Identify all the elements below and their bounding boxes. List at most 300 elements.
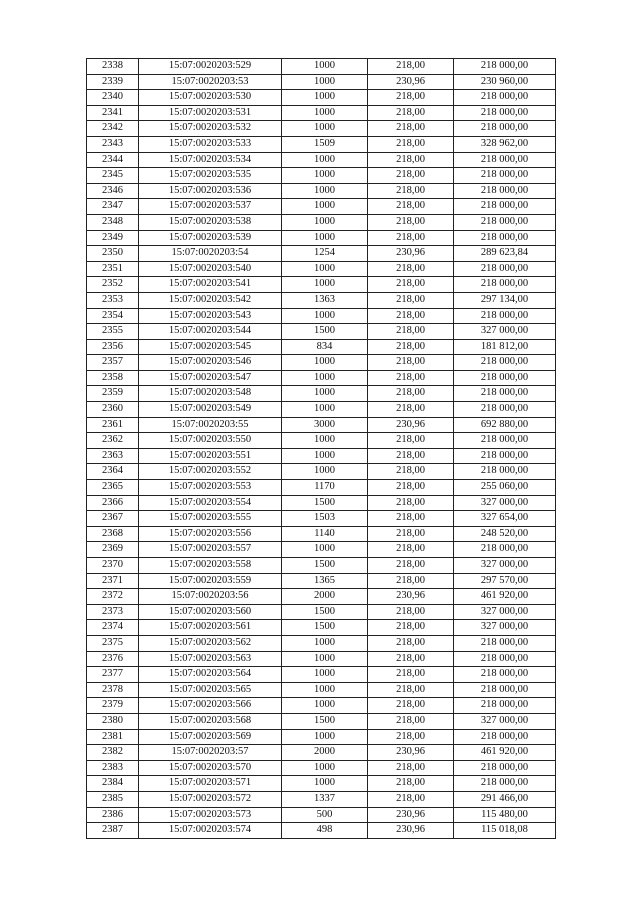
area-cell: 1000 [282, 370, 368, 386]
area-cell: 1000 [282, 121, 368, 137]
unit-value-cell: 218,00 [368, 558, 454, 574]
table-row [87, 526, 556, 542]
row-number-cell: 2366 [87, 495, 139, 511]
row-number-cell: 2372 [87, 589, 139, 605]
area-cell: 1254 [282, 246, 368, 262]
table-row [87, 713, 556, 729]
row-number-cell: 2370 [87, 558, 139, 574]
area-cell: 1500 [282, 620, 368, 636]
row-number-cell: 2381 [87, 729, 139, 745]
table-row [87, 698, 556, 714]
cadastral-number-cell: 15:07:0020203:535 [139, 168, 282, 184]
row-number-cell: 2348 [87, 214, 139, 230]
cadastral-number-cell: 15:07:0020203:571 [139, 776, 282, 792]
unit-value-cell: 230,96 [368, 246, 454, 262]
area-cell: 1500 [282, 495, 368, 511]
cadastral-number-cell: 15:07:0020203:56 [139, 589, 282, 605]
unit-value-cell: 218,00 [368, 292, 454, 308]
total-value-cell: 218 000,00 [454, 308, 556, 324]
cadastral-number-cell: 15:07:0020203:53 [139, 74, 282, 90]
total-value-cell: 218 000,00 [454, 355, 556, 371]
table-row [87, 589, 556, 605]
cadastral-number-cell: 15:07:0020203:536 [139, 183, 282, 199]
row-number-cell: 2367 [87, 511, 139, 527]
table-row [87, 339, 556, 355]
table-row [87, 823, 556, 839]
cadastral-number-cell: 15:07:0020203:551 [139, 448, 282, 464]
unit-value-cell: 218,00 [368, 495, 454, 511]
area-cell: 1337 [282, 791, 368, 807]
row-number-cell: 2338 [87, 59, 139, 75]
cadastral-number-cell: 15:07:0020203:572 [139, 791, 282, 807]
unit-value-cell: 218,00 [368, 168, 454, 184]
area-cell: 1000 [282, 667, 368, 683]
area-cell: 1000 [282, 74, 368, 90]
total-value-cell: 218 000,00 [454, 105, 556, 121]
table-row [87, 635, 556, 651]
total-value-cell: 218 000,00 [454, 729, 556, 745]
total-value-cell: 218 000,00 [454, 635, 556, 651]
unit-value-cell: 218,00 [368, 339, 454, 355]
cadastral-number-cell: 15:07:0020203:531 [139, 105, 282, 121]
total-value-cell: 218 000,00 [454, 183, 556, 199]
table-row [87, 214, 556, 230]
area-cell: 834 [282, 339, 368, 355]
row-number-cell: 2341 [87, 105, 139, 121]
area-cell: 1500 [282, 324, 368, 340]
row-number-cell: 2361 [87, 417, 139, 433]
unit-value-cell: 218,00 [368, 698, 454, 714]
area-cell: 1140 [282, 526, 368, 542]
area-cell: 1000 [282, 168, 368, 184]
total-value-cell: 692 880,00 [454, 417, 556, 433]
row-number-cell: 2363 [87, 448, 139, 464]
unit-value-cell: 218,00 [368, 355, 454, 371]
area-cell: 1000 [282, 760, 368, 776]
row-number-cell: 2382 [87, 745, 139, 761]
area-cell: 1000 [282, 682, 368, 698]
unit-value-cell: 218,00 [368, 791, 454, 807]
row-number-cell: 2358 [87, 370, 139, 386]
row-number-cell: 2347 [87, 199, 139, 215]
table-row [87, 542, 556, 558]
cadastral-number-cell: 15:07:0020203:541 [139, 277, 282, 293]
cadastral-number-cell: 15:07:0020203:529 [139, 59, 282, 75]
table-row [87, 495, 556, 511]
row-number-cell: 2350 [87, 246, 139, 262]
area-cell: 3000 [282, 417, 368, 433]
area-cell: 1000 [282, 199, 368, 215]
table-row [87, 59, 556, 75]
cadastral-number-cell: 15:07:0020203:564 [139, 667, 282, 683]
table-row [87, 121, 556, 137]
row-number-cell: 2387 [87, 823, 139, 839]
row-number-cell: 2353 [87, 292, 139, 308]
area-cell: 1363 [282, 292, 368, 308]
table-row [87, 199, 556, 215]
table-row [87, 776, 556, 792]
row-number-cell: 2384 [87, 776, 139, 792]
area-cell: 1000 [282, 402, 368, 418]
cadastral-number-cell: 15:07:0020203:562 [139, 635, 282, 651]
cadastral-number-cell: 15:07:0020203:574 [139, 823, 282, 839]
area-cell: 1000 [282, 308, 368, 324]
total-value-cell: 289 623,84 [454, 246, 556, 262]
table-row [87, 90, 556, 106]
row-number-cell: 2342 [87, 121, 139, 137]
unit-value-cell: 218,00 [368, 682, 454, 698]
total-value-cell: 327 654,00 [454, 511, 556, 527]
total-value-cell: 218 000,00 [454, 370, 556, 386]
cadastral-number-cell: 15:07:0020203:566 [139, 698, 282, 714]
total-value-cell: 327 000,00 [454, 495, 556, 511]
area-cell: 1000 [282, 355, 368, 371]
total-value-cell: 218 000,00 [454, 121, 556, 137]
cadastral-number-cell: 15:07:0020203:544 [139, 324, 282, 340]
cadastral-number-cell: 15:07:0020203:548 [139, 386, 282, 402]
total-value-cell: 218 000,00 [454, 760, 556, 776]
unit-value-cell: 218,00 [368, 604, 454, 620]
table-row [87, 417, 556, 433]
row-number-cell: 2368 [87, 526, 139, 542]
unit-value-cell: 218,00 [368, 386, 454, 402]
unit-value-cell: 218,00 [368, 136, 454, 152]
unit-value-cell: 218,00 [368, 183, 454, 199]
table-row [87, 464, 556, 480]
total-value-cell: 218 000,00 [454, 277, 556, 293]
unit-value-cell: 218,00 [368, 308, 454, 324]
cadastral-number-cell: 15:07:0020203:538 [139, 214, 282, 230]
cadastral-number-cell: 15:07:0020203:559 [139, 573, 282, 589]
unit-value-cell: 218,00 [368, 402, 454, 418]
unit-value-cell: 218,00 [368, 324, 454, 340]
row-number-cell: 2355 [87, 324, 139, 340]
unit-value-cell: 218,00 [368, 464, 454, 480]
total-value-cell: 218 000,00 [454, 152, 556, 168]
cadastral-number-cell: 15:07:0020203:573 [139, 807, 282, 823]
unit-value-cell: 230,96 [368, 745, 454, 761]
unit-value-cell: 218,00 [368, 448, 454, 464]
area-cell: 1000 [282, 214, 368, 230]
area-cell: 1000 [282, 261, 368, 277]
cadastral-number-cell: 15:07:0020203:569 [139, 729, 282, 745]
area-cell: 1000 [282, 183, 368, 199]
cadastral-number-cell: 15:07:0020203:547 [139, 370, 282, 386]
unit-value-cell: 218,00 [368, 526, 454, 542]
cadastral-number-cell: 15:07:0020203:534 [139, 152, 282, 168]
table-row [87, 604, 556, 620]
area-cell: 1500 [282, 558, 368, 574]
table-row [87, 433, 556, 449]
unit-value-cell: 230,96 [368, 417, 454, 433]
table-row [87, 402, 556, 418]
table-row [87, 386, 556, 402]
unit-value-cell: 218,00 [368, 277, 454, 293]
unit-value-cell: 218,00 [368, 480, 454, 496]
row-number-cell: 2371 [87, 573, 139, 589]
area-cell: 1509 [282, 136, 368, 152]
total-value-cell: 218 000,00 [454, 214, 556, 230]
total-value-cell: 327 000,00 [454, 620, 556, 636]
table-row [87, 230, 556, 246]
table-row [87, 651, 556, 667]
unit-value-cell: 218,00 [368, 199, 454, 215]
table-body [87, 59, 556, 839]
table-row [87, 105, 556, 121]
unit-value-cell: 218,00 [368, 90, 454, 106]
row-number-cell: 2380 [87, 713, 139, 729]
area-cell: 1500 [282, 713, 368, 729]
total-value-cell: 327 000,00 [454, 324, 556, 340]
total-value-cell: 327 000,00 [454, 558, 556, 574]
table-row [87, 729, 556, 745]
table-row [87, 136, 556, 152]
area-cell: 1000 [282, 90, 368, 106]
unit-value-cell: 218,00 [368, 573, 454, 589]
row-number-cell: 2340 [87, 90, 139, 106]
row-number-cell: 2343 [87, 136, 139, 152]
total-value-cell: 218 000,00 [454, 698, 556, 714]
unit-value-cell: 218,00 [368, 511, 454, 527]
unit-value-cell: 218,00 [368, 620, 454, 636]
cadastral-number-cell: 15:07:0020203:55 [139, 417, 282, 433]
row-number-cell: 2360 [87, 402, 139, 418]
unit-value-cell: 218,00 [368, 760, 454, 776]
unit-value-cell: 218,00 [368, 121, 454, 137]
table-row [87, 558, 556, 574]
total-value-cell: 255 060,00 [454, 480, 556, 496]
table-row [87, 370, 556, 386]
row-number-cell: 2365 [87, 480, 139, 496]
area-cell: 2000 [282, 589, 368, 605]
area-cell: 1170 [282, 480, 368, 496]
row-number-cell: 2378 [87, 682, 139, 698]
table-row [87, 324, 556, 340]
unit-value-cell: 230,96 [368, 807, 454, 823]
total-value-cell: 181 812,00 [454, 339, 556, 355]
total-value-cell: 218 000,00 [454, 682, 556, 698]
row-number-cell: 2373 [87, 604, 139, 620]
row-number-cell: 2364 [87, 464, 139, 480]
row-number-cell: 2352 [87, 277, 139, 293]
total-value-cell: 218 000,00 [454, 464, 556, 480]
total-value-cell: 297 570,00 [454, 573, 556, 589]
cadastral-number-cell: 15:07:0020203:546 [139, 355, 282, 371]
row-number-cell: 2383 [87, 760, 139, 776]
unit-value-cell: 218,00 [368, 152, 454, 168]
cadastral-number-cell: 15:07:0020203:550 [139, 433, 282, 449]
area-cell: 1000 [282, 651, 368, 667]
table-row [87, 480, 556, 496]
row-number-cell: 2344 [87, 152, 139, 168]
cadastral-number-cell: 15:07:0020203:545 [139, 339, 282, 355]
total-value-cell: 461 920,00 [454, 745, 556, 761]
unit-value-cell: 218,00 [368, 713, 454, 729]
unit-value-cell: 218,00 [368, 370, 454, 386]
table-row [87, 760, 556, 776]
total-value-cell: 218 000,00 [454, 230, 556, 246]
total-value-cell: 291 466,00 [454, 791, 556, 807]
total-value-cell: 218 000,00 [454, 386, 556, 402]
cadastral-number-cell: 15:07:0020203:54 [139, 246, 282, 262]
unit-value-cell: 218,00 [368, 230, 454, 246]
table-row [87, 292, 556, 308]
cadastral-number-cell: 15:07:0020203:555 [139, 511, 282, 527]
cadastral-number-cell: 15:07:0020203:560 [139, 604, 282, 620]
cadastral-number-cell: 15:07:0020203:533 [139, 136, 282, 152]
row-number-cell: 2379 [87, 698, 139, 714]
total-value-cell: 218 000,00 [454, 199, 556, 215]
row-number-cell: 2339 [87, 74, 139, 90]
cadastral-number-cell: 15:07:0020203:558 [139, 558, 282, 574]
unit-value-cell: 218,00 [368, 433, 454, 449]
cadastral-number-cell: 15:07:0020203:557 [139, 542, 282, 558]
total-value-cell: 297 134,00 [454, 292, 556, 308]
area-cell: 1365 [282, 573, 368, 589]
table-row [87, 74, 556, 90]
cadastral-value-table [86, 58, 556, 839]
area-cell: 1000 [282, 277, 368, 293]
row-number-cell: 2374 [87, 620, 139, 636]
cadastral-number-cell: 15:07:0020203:542 [139, 292, 282, 308]
table-row [87, 682, 556, 698]
total-value-cell: 218 000,00 [454, 542, 556, 558]
unit-value-cell: 218,00 [368, 105, 454, 121]
area-cell: 1000 [282, 729, 368, 745]
total-value-cell: 218 000,00 [454, 168, 556, 184]
row-number-cell: 2375 [87, 635, 139, 651]
total-value-cell: 218 000,00 [454, 433, 556, 449]
cadastral-number-cell: 15:07:0020203:552 [139, 464, 282, 480]
area-cell: 1000 [282, 542, 368, 558]
table-row [87, 620, 556, 636]
table-row [87, 308, 556, 324]
cadastral-number-cell: 15:07:0020203:537 [139, 199, 282, 215]
unit-value-cell: 218,00 [368, 729, 454, 745]
table-row [87, 791, 556, 807]
total-value-cell: 327 000,00 [454, 713, 556, 729]
row-number-cell: 2369 [87, 542, 139, 558]
cadastral-number-cell: 15:07:0020203:540 [139, 261, 282, 277]
total-value-cell: 218 000,00 [454, 651, 556, 667]
row-number-cell: 2376 [87, 651, 139, 667]
total-value-cell: 218 000,00 [454, 776, 556, 792]
unit-value-cell: 230,96 [368, 589, 454, 605]
area-cell: 1000 [282, 59, 368, 75]
area-cell: 1000 [282, 230, 368, 246]
table-row [87, 152, 556, 168]
table-row [87, 511, 556, 527]
cadastral-number-cell: 15:07:0020203:568 [139, 713, 282, 729]
row-number-cell: 2377 [87, 667, 139, 683]
row-number-cell: 2356 [87, 339, 139, 355]
cadastral-number-cell: 15:07:0020203:539 [139, 230, 282, 246]
table-row [87, 667, 556, 683]
unit-value-cell: 218,00 [368, 261, 454, 277]
area-cell: 1000 [282, 433, 368, 449]
area-cell: 1000 [282, 464, 368, 480]
unit-value-cell: 218,00 [368, 542, 454, 558]
area-cell: 1000 [282, 105, 368, 121]
unit-value-cell: 230,96 [368, 823, 454, 839]
table-row [87, 261, 556, 277]
cadastral-number-cell: 15:07:0020203:549 [139, 402, 282, 418]
area-cell: 498 [282, 823, 368, 839]
table-row [87, 807, 556, 823]
cadastral-number-cell: 15:07:0020203:570 [139, 760, 282, 776]
area-cell: 500 [282, 807, 368, 823]
row-number-cell: 2351 [87, 261, 139, 277]
row-number-cell: 2349 [87, 230, 139, 246]
unit-value-cell: 218,00 [368, 776, 454, 792]
cadastral-number-cell: 15:07:0020203:57 [139, 745, 282, 761]
area-cell: 1000 [282, 698, 368, 714]
total-value-cell: 218 000,00 [454, 448, 556, 464]
cadastral-number-cell: 15:07:0020203:530 [139, 90, 282, 106]
unit-value-cell: 230,96 [368, 74, 454, 90]
total-value-cell: 218 000,00 [454, 90, 556, 106]
area-cell: 1000 [282, 635, 368, 651]
cadastral-number-cell: 15:07:0020203:563 [139, 651, 282, 667]
unit-value-cell: 218,00 [368, 214, 454, 230]
cadastral-number-cell: 15:07:0020203:565 [139, 682, 282, 698]
table-row [87, 573, 556, 589]
table-row [87, 168, 556, 184]
unit-value-cell: 218,00 [368, 635, 454, 651]
area-cell: 1000 [282, 386, 368, 402]
total-value-cell: 218 000,00 [454, 261, 556, 277]
table-row [87, 246, 556, 262]
unit-value-cell: 218,00 [368, 59, 454, 75]
row-number-cell: 2346 [87, 183, 139, 199]
row-number-cell: 2357 [87, 355, 139, 371]
unit-value-cell: 218,00 [368, 651, 454, 667]
total-value-cell: 230 960,00 [454, 74, 556, 90]
row-number-cell: 2359 [87, 386, 139, 402]
row-number-cell: 2386 [87, 807, 139, 823]
area-cell: 1000 [282, 448, 368, 464]
cadastral-number-cell: 15:07:0020203:532 [139, 121, 282, 137]
cadastral-number-cell: 15:07:0020203:553 [139, 480, 282, 496]
cadastral-number-cell: 15:07:0020203:543 [139, 308, 282, 324]
area-cell: 2000 [282, 745, 368, 761]
total-value-cell: 327 000,00 [454, 604, 556, 620]
area-cell: 1000 [282, 776, 368, 792]
row-number-cell: 2385 [87, 791, 139, 807]
area-cell: 1500 [282, 604, 368, 620]
area-cell: 1503 [282, 511, 368, 527]
total-value-cell: 115 480,00 [454, 807, 556, 823]
total-value-cell: 248 520,00 [454, 526, 556, 542]
cadastral-number-cell: 15:07:0020203:556 [139, 526, 282, 542]
total-value-cell: 218 000,00 [454, 59, 556, 75]
unit-value-cell: 218,00 [368, 667, 454, 683]
total-value-cell: 328 962,00 [454, 136, 556, 152]
total-value-cell: 461 920,00 [454, 589, 556, 605]
table-row [87, 277, 556, 293]
table-row [87, 183, 556, 199]
row-number-cell: 2345 [87, 168, 139, 184]
total-value-cell: 115 018,08 [454, 823, 556, 839]
area-cell: 1000 [282, 152, 368, 168]
row-number-cell: 2362 [87, 433, 139, 449]
cadastral-number-cell: 15:07:0020203:561 [139, 620, 282, 636]
table-row [87, 448, 556, 464]
total-value-cell: 218 000,00 [454, 667, 556, 683]
total-value-cell: 218 000,00 [454, 402, 556, 418]
table-row [87, 745, 556, 761]
cadastral-number-cell: 15:07:0020203:554 [139, 495, 282, 511]
